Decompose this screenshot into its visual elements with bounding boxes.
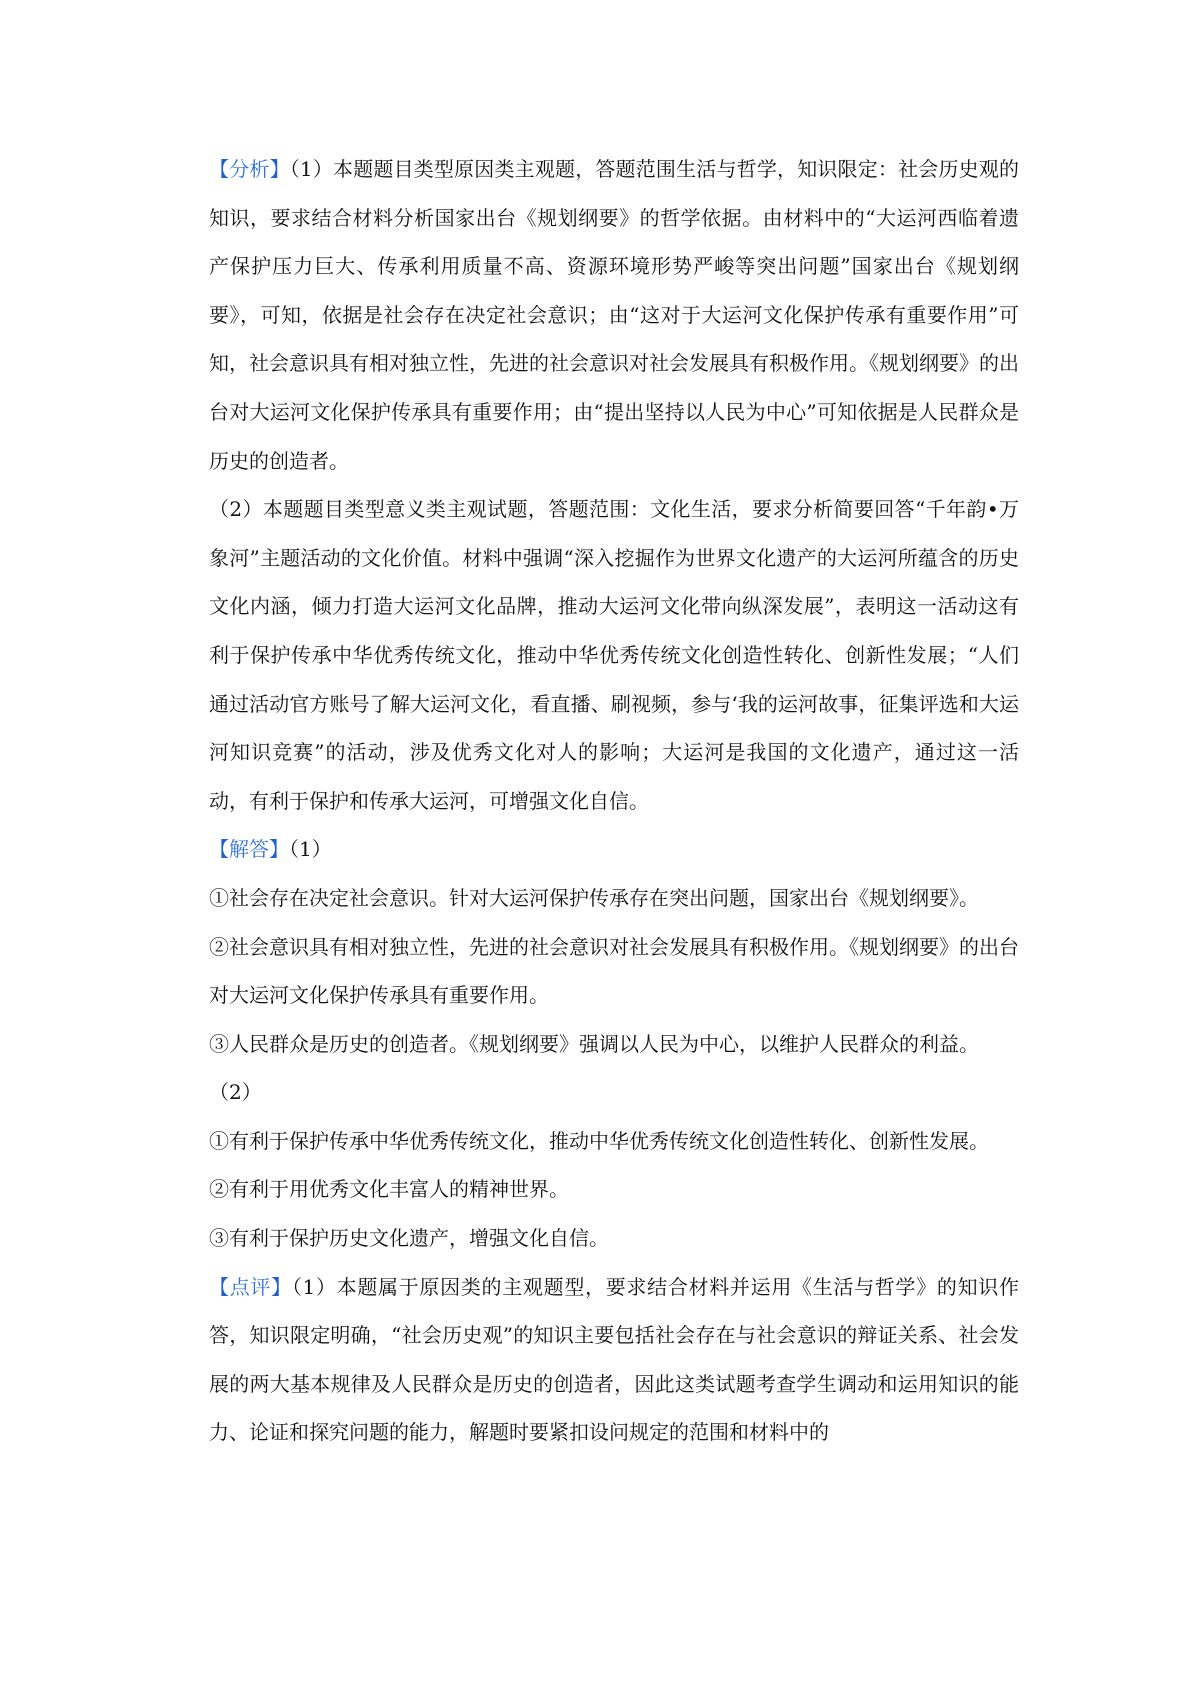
tag-bracket-close: 】 bbox=[269, 837, 289, 862]
document-page bbox=[209, 145, 1019, 1457]
tag-bracket-open: 【 bbox=[209, 837, 229, 862]
tag-bracket-close: 】 bbox=[269, 157, 290, 181]
tag-bracket-open: 【 bbox=[209, 1274, 230, 1299]
comment-paragraph-1 bbox=[209, 1263, 1019, 1457]
comment-text-1: （1）本题属于原因类的主观题型，要求结合材料并运用《生活与哲学》的知识作答，知识限定明确，“社会历史观”的知识主要包括社会存在与社会意识的辩证关系、社会发展的两大基本规律及人民群众是历史的创造者，因此这类试题考查学生调动和运用知识的能力、论证和探究问题的能力，解题时要紧扣设问规定的范围和材料中的 bbox=[209, 1274, 1020, 1445]
analysis-text-2: （2）本题题目类型意义类主观试题，答题范围：文化生活，要求分析简要回答“千年韵•万象河”主题活动的文化价值。材料中强调“深入挖掘作为世界文化遗产的大运河所蕴含的历史文化内涵，倾力打造大运河文化品牌，推动大运河文化带向纵深发展”，表明这一活动这有利于保护传承中华优秀传统文化，推动中华优秀传统文化创造性转化、创新性发展；“人们通过活动官方账号了解大运河文化，看直播、刷视频，参与‘我的运河故事，征集评选和大运河知识竞赛”的活动，涉及优秀文化对人的影响；大运河是我国的文化遗产，通过这一活动，有利于保护和传承大运河，可增强文化自信。 bbox=[209, 497, 1019, 813]
answer-part2-item-1: ①有利于保护传承中华优秀传统文化，推动中华优秀传统文化创造性转化、创新性发展。 bbox=[209, 1128, 989, 1153]
answer-part1-label: （1） bbox=[289, 837, 332, 862]
answer-part1-item-2: ②社会意识具有相对独立性，先进的社会意识对社会发展具有积极作用。《规划纲要》的出台对大运河文化保护传承具有重要作用。 bbox=[209, 934, 1019, 1008]
tag-bracket-close: 】 bbox=[271, 1274, 292, 1299]
answer-tag: 解答 bbox=[229, 837, 269, 862]
tag-bracket-open: 【 bbox=[209, 157, 230, 181]
analysis-paragraph-2 bbox=[209, 485, 1019, 825]
answer-part2-label: （2） bbox=[209, 1080, 262, 1105]
answer-part1-item-1: ①社会存在决定社会意识。针对大运河保护传承存在突出问题，国家出台《规划纲要》。 bbox=[209, 885, 979, 910]
comment-tag: 点评 bbox=[229, 1274, 272, 1299]
answer-part2-item-2: ②有利于用优秀文化丰富人的精神世界。 bbox=[209, 1177, 569, 1202]
answer-part1-item-3: ③人民群众是历史的创造者。《规划纲要》强调以人民为中心，以维护人民群众的利益。 bbox=[209, 1031, 979, 1056]
analysis-paragraph-1 bbox=[209, 145, 1019, 485]
analysis-tag: 分析 bbox=[229, 157, 270, 181]
answer-heading bbox=[209, 825, 1019, 874]
answer-part2-item-3: ③有利于保护历史文化遗产，增强文化自信。 bbox=[209, 1226, 609, 1251]
analysis-text-1: （1）本题题目类型原因类主观题，答题范围生活与哲学，知识限定：社会历史观的知识，要求结合材料分析国家出台《规划纲要》的哲学依据。由材料中的“大运河西临着遗产保护压力巨大、传承利用质量不高、资源环境形势严峻等突出问题”国家出台《规划纲要》，可知，依据是社会存在决定社会意识；由“这对于大运河文化保护传承有重要作用”可知，社会意识具有相对独立性，先进的社会意识对社会发展具有积极作用。《规划纲要》的出台对大运河文化保护传承具有重要作用；由“提出坚持以人民为中心”可知依据是人民群众是历史的创造者。 bbox=[209, 157, 1020, 473]
